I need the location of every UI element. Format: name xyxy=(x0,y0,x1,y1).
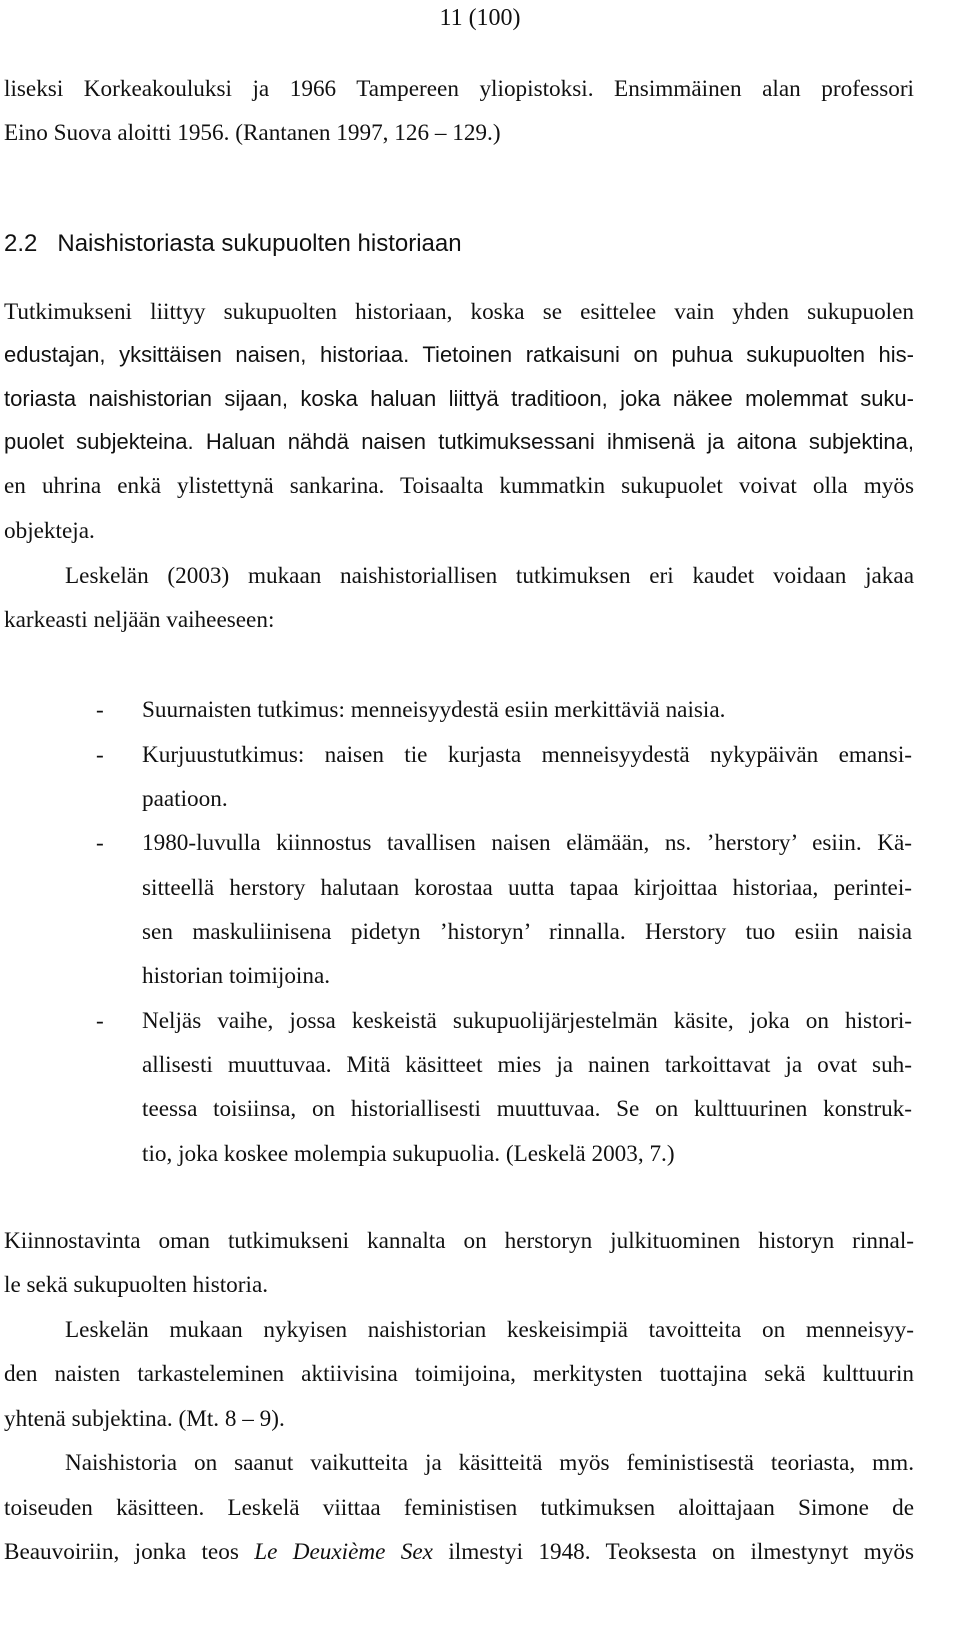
list-item-3-line-3: sen maskuliinisena pidetyn ’historyn’ rinnalla. Herstory tuo esiin naisia xyxy=(142,919,912,945)
list-item-4-line-2: allisesti muuttuvaa. Mitä käsitteet mies ja nainen tarkoittavat ja ovat suh- xyxy=(142,1052,912,1078)
paragraph-6-line-2: toiseuden käsitteen. Leskelä viittaa feministisen tutkimuksen aloittajaan Simone de xyxy=(4,1495,914,1521)
paragraph-2-line-6: objekteja. xyxy=(4,518,95,544)
paragraph-6-line-1: Naishistoria on saanut vaikutteita ja käsitteitä myös feministisestä teoriasta, mm. xyxy=(65,1450,914,1476)
paragraph-2-line-3: toriasta naishistorian sijaan, koska haluan liittyä traditioon, joka näkee molemmat suku- xyxy=(4,386,914,411)
list-item-2-line-2: paatioon. xyxy=(142,786,228,812)
paragraph-6-text-b: ilmestyi 1948. Teoksesta on ilmestynyt myös xyxy=(432,1539,914,1565)
list-item-3-line-1: 1980-luvulla kiinnostus tavallisen naisen elämään, ns. ’herstory’ esiin. Kä- xyxy=(142,830,912,856)
list-dash: - xyxy=(96,830,104,856)
list-dash: - xyxy=(96,742,104,768)
paragraph-2-line-2: edustajan, yksittäisen naisen, historiaa. Tietoinen ratkaisuni on puhua sukupuolten his- xyxy=(4,342,914,367)
paragraph-5-line-2: den naisten tarkasteleminen aktiivisina toimijoina, merkitysten tuottajina sekä kulttuurin xyxy=(4,1361,914,1387)
page-number: 11 (100) xyxy=(439,5,521,31)
paragraph-5-line-1: Leskelän mukaan nykyisen naishistorian keskeisimpiä tavoitteita on menneisyy- xyxy=(65,1317,914,1343)
paragraph-2-line-4: puolet subjekteina. Haluan nähdä naisen tutkimuksessani ihmisenä ja aitona subjektina, xyxy=(4,429,914,454)
paragraph-6-line-3 xyxy=(4,1537,914,1567)
paragraph-5-line-3: yhtenä subjektina. (Mt. 8 – 9). xyxy=(4,1406,285,1432)
paragraph-6-text-a: Beauvoiriin, jonka teos xyxy=(4,1539,255,1565)
paragraph-2-line-1: Tutkimukseni liittyy sukupuolten historiaan, koska se esittelee vain yhden sukupuolen xyxy=(4,299,914,325)
list-item-1-line-1: Suurnaisten tutkimus: menneisyydestä esiin merkittäviä naisia. xyxy=(142,697,726,723)
list-item-4-line-4: tio, joka koskee molempia sukupuolia. (Leskelä 2003, 7.) xyxy=(142,1141,675,1167)
list-item-4-line-1: Neljäs vaihe, jossa keskeistä sukupuolijärjestelmän käsite, joka on histori- xyxy=(142,1008,912,1034)
list-item-3-line-4: historian toimijoina. xyxy=(142,963,331,989)
paragraph-2-line-5: en uhrina enkä ylistettynä sankarina. Toisaalta kummatkin sukupuolet voivat olla myös xyxy=(4,473,914,499)
paragraph-4-line-2: le sekä sukupuolten historia. xyxy=(4,1272,269,1298)
paragraph-1-line-1: liseksi Korkeakouluksi ja 1966 Tampereen yliopistoksi. Ensimmäinen alan professori xyxy=(4,76,914,102)
paragraph-4-line-1: Kiinnostavinta oman tutkimukseni kannalta on herstoryn julkituominen historyn rinnal- xyxy=(4,1228,914,1254)
section-heading: 2.2 Naishistoriasta sukupuolten historiaan xyxy=(4,230,462,257)
list-dash: - xyxy=(96,697,104,723)
list-item-2-line-1: Kurjuustutkimus: naisen tie kurjasta menneisyydestä nykypäivän emansi- xyxy=(142,742,912,768)
paragraph-3-line-2: karkeasti neljään vaiheeseen: xyxy=(4,607,275,633)
list-item-4-line-3: teessa toisiinsa, on historiallisesti muuttuvaa. Se on kulttuurinen konstruk- xyxy=(142,1096,912,1122)
book-title: Le Deuxième Sex xyxy=(254,1539,433,1565)
paragraph-3-line-1: Leskelän (2003) mukaan naishistoriallisen tutkimuksen eri kaudet voidaan jakaa xyxy=(65,563,914,589)
list-dash: - xyxy=(96,1008,104,1034)
list-item-3-line-2: sitteellä herstory halutaan korostaa uutta tapaa kirjoittaa historiaa, perintei- xyxy=(142,875,912,901)
paragraph-1-line-2: Eino Suova aloitti 1956. (Rantanen 1997, 126 – 129.) xyxy=(4,120,501,146)
